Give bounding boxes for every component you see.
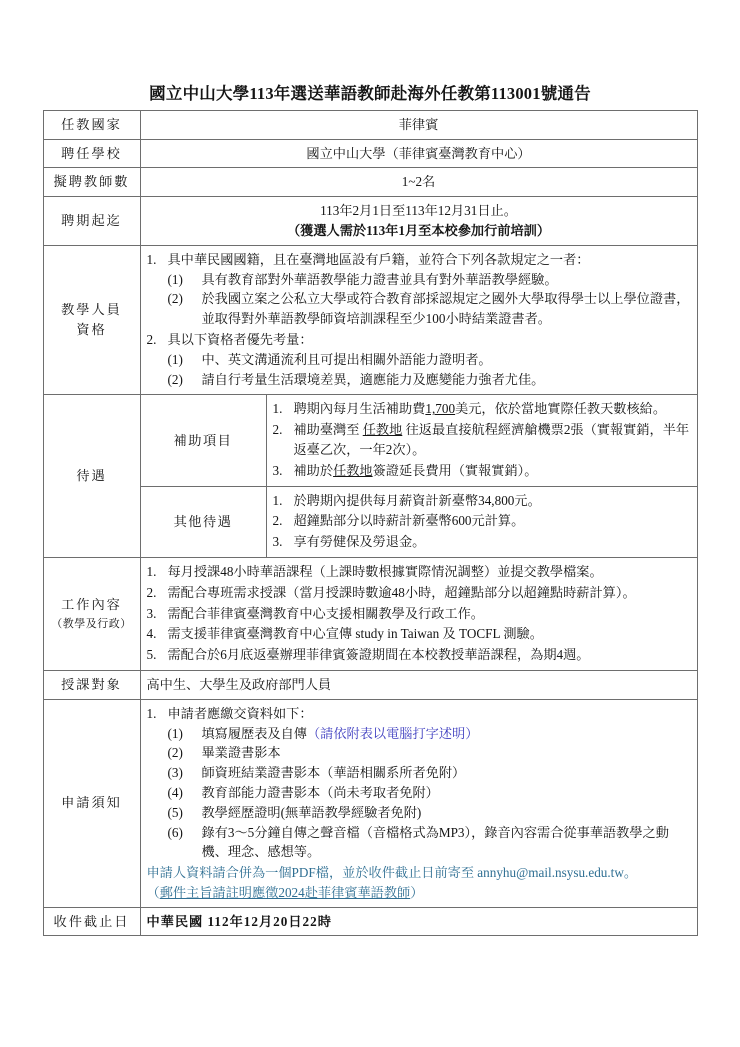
list-item — [168, 783, 691, 803]
item-text: 師資班結業證書影本（華語相關系所者免附） — [201, 765, 466, 781]
table-row-qualifications — [43, 245, 697, 395]
row-value-audience: 高中生、大學生及政府部門人員 — [140, 670, 697, 699]
item-number: (1) — [167, 725, 183, 741]
list-item — [273, 532, 691, 552]
item-number: 3. — [272, 534, 283, 550]
list-item — [147, 704, 691, 862]
table-row-audience — [43, 670, 697, 699]
application-footer-line-1: 申請人資料請合併為一個PDF檔，並於收件截止日前寄至 annyhu@mail.nsysu.edu.tw。 — [146, 865, 638, 881]
item-number: 2. — [272, 513, 283, 529]
table-row-benefits-subsidy — [43, 395, 697, 486]
page-title: 國立中山大學113年選送華語教師赴海外任教第113001號通告 — [149, 84, 591, 103]
item-text-post: 美元，依於當地實際任教天數核給。 — [455, 401, 667, 417]
item-text: 中、英文溝通流利且可提出相關外語能力證明者。 — [201, 351, 492, 367]
item-text: 請自行考量生活環境差異，適應能力及應變能力強者尤佳。 — [201, 371, 545, 387]
list-item — [168, 370, 691, 390]
row-value-deadline: 中華民國 112年12月20日22時 — [140, 907, 697, 936]
item-text: 教育部能力證書影本（尚未考取者免附） — [201, 784, 439, 800]
application-sublist — [168, 724, 691, 863]
item-number: (1) — [167, 351, 183, 367]
table-row-period — [43, 197, 697, 246]
table-row-school — [43, 139, 697, 168]
row-label-deadline: 收件截止日 — [43, 907, 140, 936]
item-text-underlined: 任教地 — [333, 462, 373, 478]
row-value-application — [140, 699, 697, 907]
row-sublabel-other: 其他待遇 — [140, 486, 266, 557]
item-number: 1. — [146, 251, 157, 267]
item-text: 填寫履歷表及自傳 — [201, 725, 307, 741]
list-item — [168, 289, 691, 329]
item-text: 教學經歷證明(無華語教學經驗者免附) — [201, 804, 422, 820]
list-item — [147, 624, 691, 644]
item-number: 2. — [272, 422, 283, 438]
row-label-headcount: 擬聘教師數 — [43, 168, 140, 197]
row-label-audience: 授課對象 — [43, 670, 140, 699]
list-item — [147, 330, 691, 389]
item-text: 具以下資格者優先考量： — [167, 331, 313, 347]
list-item — [273, 491, 691, 511]
item-text-pre: 補助於 — [293, 462, 334, 478]
item-number: 4. — [146, 626, 157, 642]
item-number: 2. — [146, 331, 157, 347]
duties-label-main: 工作內容 — [61, 597, 122, 613]
row-value-duties — [140, 557, 697, 670]
table-row-application — [43, 699, 697, 907]
list-item — [168, 823, 691, 863]
row-label-period: 聘期起迄 — [43, 197, 140, 246]
period-line-1: 113年2月1日至113年12月31日止。 — [320, 203, 517, 219]
qualifications-list — [147, 250, 691, 390]
footer-subject-text: 郵件主旨請註明應徵2024赴菲律賓華語教師 — [159, 884, 411, 900]
item-text: 具有教育部對外華語教學能力證書並具有對外華語教學經驗。 — [201, 271, 558, 287]
duties-list — [147, 562, 691, 665]
item-text-underlined: 任教地 — [362, 422, 403, 438]
item-number: (1) — [167, 271, 183, 287]
other-benefits-list — [273, 491, 691, 552]
list-item — [273, 511, 691, 531]
list-item — [168, 724, 691, 744]
row-value-country: 菲律賓 — [140, 110, 697, 139]
list-item — [168, 743, 691, 763]
item-text: 需配合專班需求授課（當月授課時數逾48小時，超鐘點部分以超鐘點時薪計算）。 — [167, 584, 636, 600]
row-label-benefits: 待遇 — [43, 395, 140, 558]
qualifications-label-line-1: 教學人員 — [61, 302, 122, 318]
item-number: (2) — [167, 371, 183, 387]
row-value-subsidy — [266, 395, 697, 486]
item-text: 超鐘點部分以時薪計新臺幣600元計算。 — [293, 513, 525, 529]
table-row-headcount — [43, 168, 697, 197]
list-item — [147, 645, 691, 665]
table-row-deadline — [43, 907, 697, 936]
item-text: 需支援菲律賓臺灣教育中心宣傳 study in Taiwan 及 TOCFL 測驗。 — [167, 626, 543, 642]
row-value-qualifications — [140, 245, 697, 395]
item-text: 具中華民國國籍，且在臺灣地區設有戶籍，並符合下列各款規定之一者： — [167, 251, 590, 267]
period-line-2: （獲選人需於113年1月至本校參加行前培訓） — [286, 222, 551, 238]
item-text-post: 往返最直接航程經濟艙機票2張（實報實銷，半年返臺乙次，一年2次）。 — [293, 422, 690, 457]
row-value-other — [266, 486, 697, 557]
table-row-country — [43, 110, 697, 139]
item-number: 2. — [146, 584, 157, 600]
item-text-pre: 聘期內每月生活補助費 — [293, 401, 426, 417]
list-item — [168, 803, 691, 823]
application-list — [147, 704, 691, 862]
item-text: 錄有3～5分鐘自傳之聲音檔（音檔格式為MP3），錄音內容需合從事華語教學之動機、理念、感想等。 — [201, 824, 669, 860]
qualifications-label-line-2: 資格 — [76, 322, 107, 338]
notice-table — [43, 110, 698, 937]
row-sublabel-subsidy: 補助項目 — [140, 395, 266, 486]
row-label-application: 申請須知 — [43, 699, 140, 907]
item-text: 畢業證書影本 — [201, 745, 281, 761]
footer-paren-open: （ — [146, 884, 160, 900]
item-number: 3. — [146, 605, 157, 621]
item-text-pre: 補助臺灣至 — [293, 422, 360, 438]
list-item — [168, 270, 691, 290]
item-number: 3. — [272, 462, 283, 478]
list-item — [147, 250, 691, 329]
item-note: （請依附表以電腦打字述明） — [307, 725, 479, 741]
item-text: 需配合於6月底返臺辦理菲律賓簽證期間在本校教授華語課程，為期4週。 — [167, 647, 590, 663]
item-number: (4) — [167, 784, 183, 800]
item-text-post: 簽證延長費用（實報實銷）。 — [372, 462, 538, 478]
item-text-underlined: 1,700 — [425, 401, 456, 417]
table-row-benefits-other — [43, 486, 697, 557]
list-item — [273, 399, 691, 419]
list-item — [147, 604, 691, 624]
qualifications-sublist-2 — [168, 350, 691, 390]
list-item — [168, 763, 691, 783]
list-item — [147, 562, 691, 582]
item-number: (2) — [167, 291, 183, 307]
list-item — [273, 461, 691, 481]
item-text: 於聘期內提供每月薪資計新臺幣34,800元。 — [293, 492, 541, 508]
item-number: 1. — [146, 563, 157, 579]
item-number: (6) — [167, 824, 183, 840]
row-value-headcount: 1~2名 — [140, 168, 697, 197]
item-number: (5) — [167, 804, 183, 820]
item-text: 於我國立案之公私立大學或符合教育部採認規定之國外大學取得學士以上學位證書，並取得對外華語教學師資培訓課程至少100小時結業證書者。 — [201, 291, 690, 327]
row-label-country: 任教國家 — [43, 110, 140, 139]
subsidy-list — [273, 399, 691, 480]
list-item — [273, 420, 691, 460]
item-number: 1. — [272, 401, 283, 417]
table-row-duties — [43, 557, 697, 670]
row-label-school: 聘任學校 — [43, 139, 140, 168]
duties-label-sub: （教學及行政） — [51, 618, 132, 631]
footer-paren-close: ） — [410, 884, 424, 900]
list-item — [168, 350, 691, 370]
row-value-school: 國立中山大學（菲律賓臺灣教育中心） — [140, 139, 697, 168]
item-text: 享有勞健保及勞退金。 — [293, 534, 426, 550]
application-footer-line-2 — [147, 883, 691, 903]
item-number: 1. — [146, 705, 157, 721]
qualifications-sublist-1 — [168, 270, 691, 329]
item-number: 1. — [272, 492, 283, 508]
row-label-qualifications — [43, 245, 140, 395]
row-value-period — [140, 197, 697, 246]
item-text: 申請者應繳交資料如下： — [167, 705, 313, 721]
item-text: 每月授課48小時華語課程（上課時數根據實際情況調整）並提交教學檔案。 — [167, 563, 603, 579]
item-text: 需配合菲律賓臺灣教育中心支援相關教學及行政工作。 — [167, 605, 484, 621]
item-number: 5. — [146, 647, 157, 663]
item-number: (2) — [167, 745, 183, 761]
item-number: (3) — [167, 765, 183, 781]
list-item — [147, 583, 691, 603]
row-label-duties — [43, 557, 140, 670]
